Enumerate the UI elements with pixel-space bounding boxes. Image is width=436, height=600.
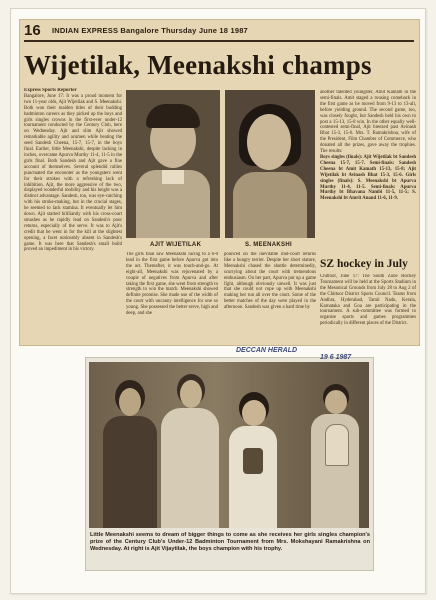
caption-meenakshi: S. MEENAKSHI (245, 242, 292, 248)
caption-ajit: AJIT WIJETILAK (150, 242, 202, 248)
article-column-5: Chittoor, June 17: The South Zone Hockey Tournament will be held at the Sports Stadium in the Mesonical Grounds from July 28 to Aug 2 of the Chittoor District Sports Council. Teams from Andhra, Hyderabad, Tamil Nadu, Kerala, Karnataka and Goa are participating in the tournament. A sub-committee was formed to organise sports and games programmes periodically in different places of the District. (320, 274, 416, 327)
byline: Express Sports Reporter (24, 88, 77, 93)
article-column-3: pounced on the inevitable mid-court returns like a hungry terrier. Despite her short stature, Meenakshi chased the shuttle determinedly, scurrying about the court with tremendous enthusiasm. On her part, Apurva put up a game fight, although obviously unwell. It was just that she could not cope up with Meenakshi making her run all over the court. Some of the better matches of the day were played in the afternoon. Sandesh was given a hard time by (224, 252, 316, 311)
award-photo-caption: Little Meenakshi seems to dream of bigger things to come as she receives her girls singles champion's prize of the Century Club's Under-12 Badminton Tournament from Mrs. Mokshayani Ramakrishna on Wednesday. At right is Ajit Vijaytilak, the boys champion with his trophy. (90, 532, 370, 552)
page-number: 16 (24, 22, 41, 39)
deccan-herald-clipping (85, 347, 374, 571)
photo-s-meenakshi (225, 90, 315, 238)
photo-ajit-wijetilak (126, 90, 220, 238)
article-column-1 (24, 88, 122, 343)
results-list: Boys singles (finals): Ajit Wijetilak bt Sandesh Cheena 15-7, 15-7. Semi-finals: Sandesh Cheena bt Amit Kamath 15-13, 15-8; Ajit Wijetilak bt Avinash Bhat 15-3, 15-6. Girls singles (finals): S. Meenakshi bt Apurva Murthy 11-4, 11-5. Semi-finals: Apurva Murthy bt Bhavana Nambi 11-5, 11-5; S. Meenakshi bt Amrit Anand 11-6, 11-9. (320, 154, 416, 202)
stamp-date: 19 6 1987 (320, 354, 352, 361)
headline: Wijetilak, Meenakshi champs (24, 50, 372, 80)
dateline: INDIAN EXPRESS Bangalore Thursday June 18 1987 (52, 26, 248, 35)
article-col1-text: Bangalore, June 17: It was a proud moment for two 11-year olds, Ajit Wijetilak and S. Meenakshi. Both won their maiden titles of their budding badminton careers as they picked up the boys and girls singles crowns in the first-ever under-12 tournament conducted by the Century Club, here on Wednesday. Ajit and slim Ajit showed remarkable agility and acumen while beating the seed Sandesh Cheena, 15-7, 15-7, in the boys final. Earlier, little Meenakshi, despite lacking in inches, overcame Apurva Murthy 11-4, 11-5 in the girls final. Both Sandesh and Ajit gave a fine account of themselves. Several splendid rallies punctuated the encounter as the youngsters went for their strokes with a refreshing lack of inhibition. Ajit, the more aggressive of the two, displayed wonderful mobility and his height was a distinct advantage. Sandesh, too, was eye-catching with his stroke-making, but in the crucial stages, he seemed to lack stamina. It eventually let him down. Ajit started brilliantly with his cross-court smashes as he rapidly lead on Sandesh's poor returns, especially of the serve. It was to Ajit's credit that he went in for the kill at the slightest opening, a facet noticeably absent in Sandesh's game. It was here that Sandesh's small build proved an impediment in his victory. (24, 93, 122, 253)
article-column-4 (320, 90, 416, 255)
newspaper-clipping (19, 19, 420, 346)
article-column-2: The girls final saw Meenakshi racing to a 6-0 lead in the first game before Apurva got into the act. Thereafter, it was touch-and-go. At eight-all, Meenakshi was rejuvenated by a couple of negatives from Apurva and after taking the first game, she went from strength to strength to win the match. Meenakshi showed definite promise. She made use of the width of the court with uncanny intelligence for one so young. She possessed the better serve, high and deep, and she (126, 252, 218, 317)
article-col4-text: another talented youngster, Amit Kamath in the semi-finals. Amit staged a rousing comeback in the first game as he moved from 9-13 to 13-all, before yielding ground. The second game, too, was closely fought, but Sandesh held his own to post a 15-13, 15-8 win. In the other equally well-contested semi-final, Ajit breezed past Avinash Bhat 15-3, 15-6. Mrs. T. Ramakrishna, wife of the President, Film Chamber of Commerce, who donated all the prizes, gave away the trophies. The results: (320, 90, 416, 155)
stamp-paper: DECCAN HERALD (236, 347, 298, 354)
scrapbook-page (10, 8, 426, 594)
award-photo (89, 362, 369, 528)
subhead-hockey: SZ hockey in July (320, 258, 408, 270)
newspaper-header (24, 24, 414, 42)
